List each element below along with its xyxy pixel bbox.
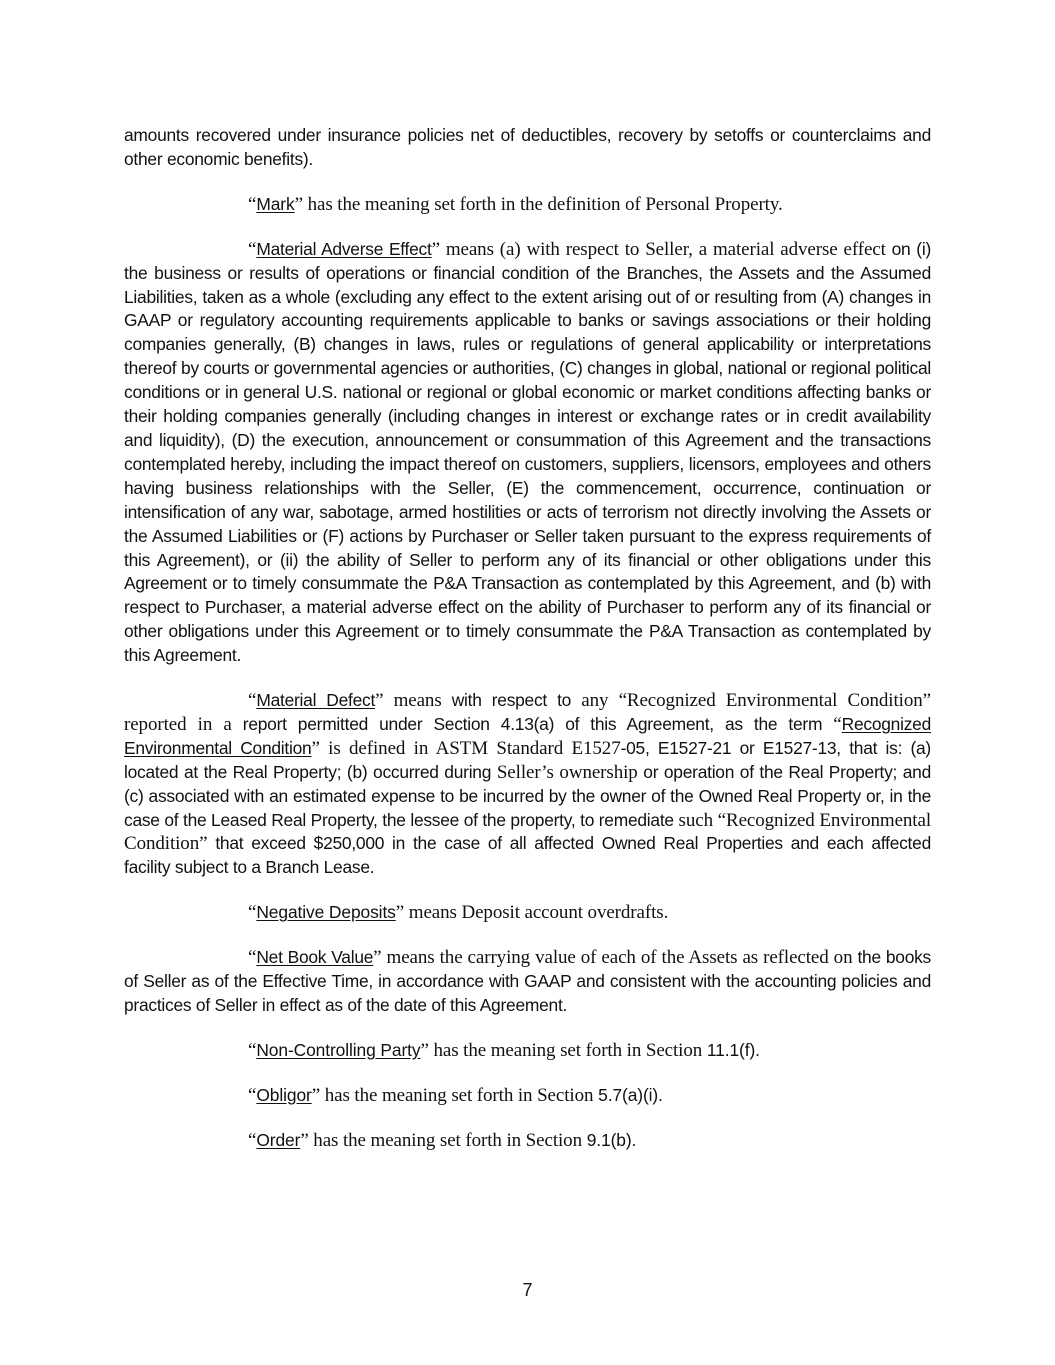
definition-lead: means (a) with respect to Seller, a material adverse effect [439,238,886,260]
definition-negative-deposits [124,901,931,925]
open-quote: “ [248,690,257,712]
definition-body: has the meaning set forth in the definition of Personal Property. [302,193,783,215]
open-quote: “ [248,1084,257,1106]
open-quote: “ [248,902,257,924]
definition-body: has the meaning set forth in Section [428,1039,703,1061]
page-number: 7 [522,1280,533,1300]
definition-body: the books of Seller as of the Effective Time, in accordance with GAAP and consistent with the accounting policies and practices of Seller in effect as of the date of this Agreement. [124,947,932,1015]
paragraph-text: amounts recovered under insurance policies net of deductibles, recovery by setoffs or counterclaims and other economic benefits). [124,125,931,169]
defined-term: Material Adverse Effect [256,238,432,259]
section-reference: 9.1(b). [581,1129,637,1150]
close-quote: ” [373,947,382,969]
definition-body: that exceed $250,000 in the case of all affected Owned Real Properties and each affected facility subject to a Branch Lease. [124,833,931,878]
close-quote: ” [300,1129,309,1151]
defined-term-secondary: Recognized Environmental Condition [124,713,931,758]
open-quote: “ [248,1039,257,1061]
open-quote: “ [248,1129,257,1151]
definition-body-serif: such “Recognized Environmental Condition” [124,809,931,855]
definition-body-serif: Seller’s ownership [491,761,638,783]
defined-term: Net Book Value [256,947,374,968]
close-quote: ” [294,193,303,215]
definition-lead: means the carrying value of each of the Assets as reflected on [381,947,853,969]
definition-order [124,1129,931,1153]
definition-net-book-value [124,946,931,1018]
defined-term: Material Defect [256,690,376,711]
close-quote: ” [311,1084,321,1106]
definition-material-defect [124,689,931,880]
definition-body: report permitted under Section 4.13(a) of this Agreement, as the term [231,713,834,734]
close-quote: ” [395,902,405,924]
section-reference: 11.1(f). [702,1039,760,1060]
close-quote: ” [420,1039,429,1061]
section-reference: 5.7(a)(i). [593,1084,663,1105]
definition-body: on (i) the business or results of operations or financial condition of the Branches, the Assets and the Assumed Liabilities, taken as a whole (excluding any effect to the extent arising out of or resulting from (A) changes in GAAP or regulatory accounting requirements applicable to banks or savings associations or their holding companies generally, (B) changes in laws, rules or regulations of general applicability or interpretations thereof by courts or governmental agencies or authorities, (C) changes in global, national or regional political conditions or in general U.S. national or regional or global economic or market conditions affecting banks or their holding companies generally (including changes in interest or exchange rates or in credit availability and liquidity), (D) the execution, announcement or consummation of this Agreement and the transactions contemplated hereby, including the impact thereof on customers, suppliers, licensors, employees and others having business relationships with the Seller, (E) the commencement, occurrence, continuation or intensification of any war, sabotage, armed hostilities or acts of terrorism not directly involving the Assets or the Assumed Liabilities or (F) actions by Purchaser or Seller taken pursuant to the express requirements of this Agreement), or (ii) the ability of Seller to perform any of its financial or other obligations under this Agreement or to timely consummate the P&A Transaction as contemplated by this Agreement, and (b) with respect to Purchaser, a material adverse effect on the ability of Purchaser to perform any of its financial or other obligations under this Agreement or to timely consummate the P&A Transaction as contemplated by this Agreement. [124,238,931,666]
definition-lead: means [383,690,442,712]
close-quote: ” [375,690,384,712]
definition-body: -05, E1527-21 or E1527-13, that is: (a) located at the Real Property; (b) occurred during [124,737,931,782]
definition-mark [124,193,931,217]
definition-body: means Deposit account overdrafts. [404,902,669,924]
definition-non-controlling-party [124,1039,931,1063]
definition-lead-serif: any “Recognized Environmental Condition” reported in a [124,690,931,735]
definition-obligor [124,1084,931,1108]
definition-lead-sans: with respect to [441,690,572,711]
defined-term: Mark [256,193,295,214]
close-quote: ” [431,238,440,260]
open-quote: “ [833,713,842,735]
paragraph-continuation [124,124,931,172]
document-page [124,124,931,1153]
defined-term: Negative Deposits [256,902,396,923]
defined-term: Non-Controlling Party [256,1039,421,1060]
open-quote: “ [248,238,257,260]
definition-material-adverse-effect [124,238,931,668]
definition-body: has the meaning set forth in Section [308,1129,582,1151]
definition-body-serif: is defined in ASTM Standard E1527 [319,737,621,759]
definition-body: or operation of the Real Property; and (c) associated with an estimated expense to be incurred by the owner of the Owned Real Property or, in the case of the Leased Real Property, the lessee of the property, to remediate [124,761,931,830]
open-quote: “ [248,193,257,215]
defined-term: Order [256,1129,301,1150]
open-quote: “ [248,947,257,969]
definition-body: has the meaning set forth in Section [320,1084,594,1106]
close-quote: ” [311,737,320,759]
defined-term: Obligor [256,1084,312,1105]
